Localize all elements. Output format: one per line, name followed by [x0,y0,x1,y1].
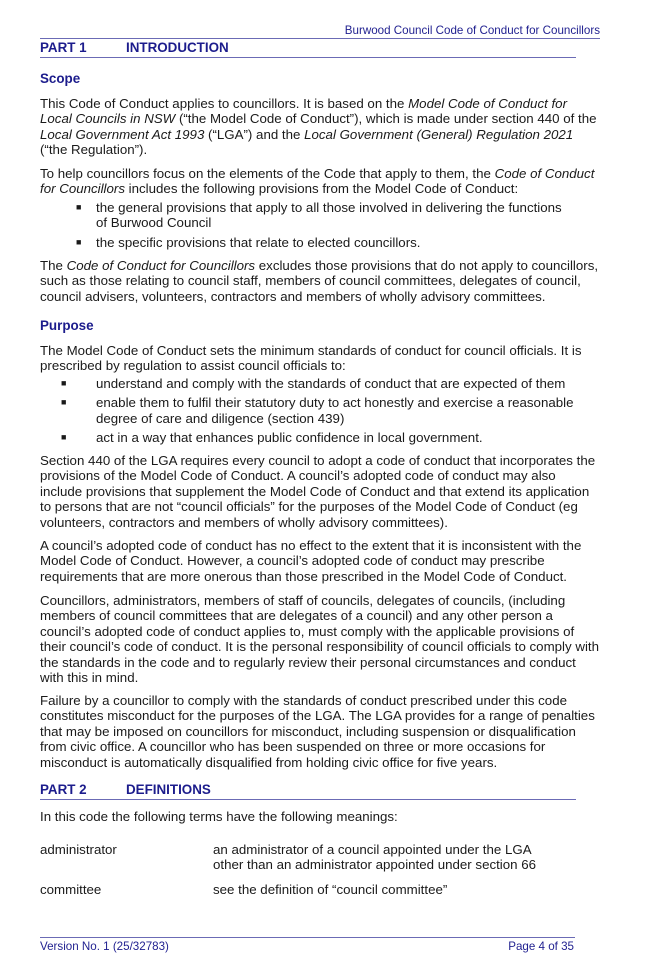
italic-title: Local Government Act 1993 [40,126,205,142]
purpose-bullet-list [40,376,600,450]
purpose-heading: Purpose [40,318,94,333]
list-item: ■ enable them to fulfil their statutory duty to act honestly and exercise a reasonable degree of care and diligence (section 439) [61,395,574,426]
part-2-heading [40,782,576,800]
part-1-heading [40,40,576,58]
part-number: PART 1 [40,40,87,55]
purpose-paragraph-1: The Model Code of Conduct sets the minimum standards of conduct for council officials. It is prescribed by regulation to assist council officials to: [40,343,582,374]
text-run: (“the Model Code of Conduct”), which is made under section 440 of the [175,111,597,127]
text-run: The [40,258,67,273]
part-title: INTRODUCTION [126,40,229,55]
scope-heading: Scope [40,71,81,86]
bullet-icon: ■ [76,202,82,212]
list-item: ■ act in a way that enhances public confidence in local government. [61,430,483,446]
part-number: PART 2 [40,782,87,797]
definition-term: committee [40,881,102,897]
italic-title: Code of Conduct for Councillors [66,258,256,273]
italic-title: Model Code of Conduct for Local Councils in NSW [40,96,568,127]
version-number: Version No. 1 (25/32783) [40,940,169,953]
text-run: This Code of Conduct applies to councillors. It is based on the [40,96,409,111]
definition-meaning: see the definition of “council committee” [213,881,448,897]
text-run: To help councillors focus on the elements of the Code that apply to them, the [40,166,495,181]
scope-paragraph-3 [40,258,600,304]
purpose-paragraph-3: A council’s adopted code of conduct has no effect to the extent that it is inconsistent with the Model Code of Conduct. However, a council’s adopted code of conduct may prescribe requirements that are more onerous than those prescribed in the Model Code of Conduct. [40,538,582,584]
part-title: DEFINITIONS [126,782,211,797]
purpose-paragraph-4: Councillors, administrators, members of staff of councils, delegates of councils, (including members of council committees that are delegates of a council) and any other person a council’s adopted code of conduct applies to, must comply with the applicable provisions of their council’s code of conduct. It is the personal responsibility of council officials to comply with the standards in the code and to regularly review their personal circumstances and conduct with this in mind. [40,593,599,686]
scope-paragraph-2 [40,166,600,197]
header-rule [40,38,600,39]
definition-row [40,842,600,873]
definition-term: administrator [40,842,117,857]
bullet-icon: ■ [61,432,67,443]
list-item: ■ the specific provisions that relate to elected councillors. [76,234,421,250]
definition-row [40,882,600,897]
text-run: excludes those provisions that do not apply to councillors, such as those relating to council staff, members of council committees, delegates of council, council advisers, volunteers, contractors and members of wholly advisory committees. [40,258,599,304]
definitions-intro: In this code the following terms have the following meanings: [40,809,398,824]
running-header: Burwood Council Code of Conduct for Councillors [344,24,600,37]
scope-bullet-list [40,200,600,254]
text-run: includes the following provisions from the Model Code of Conduct: [124,181,519,197]
bullet-icon: ■ [76,236,82,247]
definitions-list [40,842,600,906]
bullet-icon: ■ [61,397,67,408]
footer-rule [40,937,575,938]
definition-meaning: an administrator of a council appointed under the LGA other than an administrator appointed under section 66 [213,842,537,873]
text-run: (“LGA”) and the [204,126,305,142]
italic-title: Code of Conduct for Councillors [40,166,595,197]
italic-title: Local Government (General) Regulation 2021 [304,126,574,142]
list-item: ■ understand and comply with the standards of conduct that are expected of them [61,376,566,391]
page-number: Page 4 of 35 [508,940,574,953]
purpose-paragraph-2: Section 440 of the LGA requires every council to adopt a code of conduct that incorporates the provisions of the Model Code of Conduct. A council’s adopted code of conduct may also include provisions that supplement the Model Code of Conduct and that extend its application to persons that are not “council officials” for the purposes of the Model Code of Conduct (eg volunteers, contractors and members of wholly advisory committees). [40,453,596,530]
bullet-icon: ■ [61,378,67,388]
purpose-paragraph-5: Failure by a councillor to comply with the standards of conduct prescribed under this code constitutes misconduct for the purposes of the LGA. The LGA provides for a range of penalties that may be imposed on councillors for misconduct, including suspension or disqualification from civic office. A councillor who has been suspended on three or more occasions for misconduct is automatically disqualified from holding civic office for five years. [40,693,595,770]
list-item: ■ the general provisions that apply to all those involved in delivering the functions of Burwood Council [76,200,562,231]
text-run: (“the Regulation”). [40,142,148,158]
scope-paragraph-1 [40,96,600,158]
